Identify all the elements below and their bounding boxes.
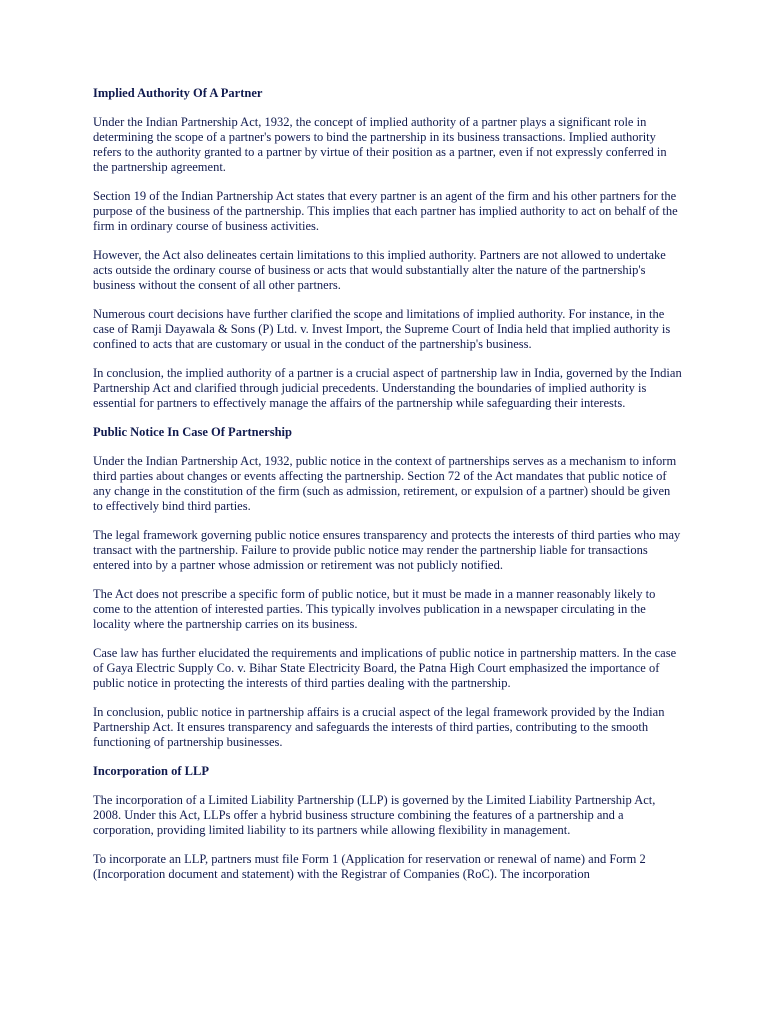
paragraph: To incorporate an LLP, partners must file Form 1 (Application for reservation or renewal of name) and Form 2 (Incorporation document and statement) with the Registrar of Companies (RoC). The incorporation [93, 852, 646, 881]
section-heading-incorporation-llp: Incorporation of LLP [93, 764, 209, 778]
paragraph: In conclusion, public notice in partnership affairs is a crucial aspect of the legal framework provided by the Indian Partnership Act. It ensures transparency and safeguards the interests of third parties, contributing to the smooth functioning of partnership businesses. [93, 705, 665, 749]
section-heading-public-notice: Public Notice In Case Of Partnership [93, 425, 292, 439]
paragraph: However, the Act also delineates certain limitations to this implied authority. Partners are not allowed to undertake acts outside the ordinary course of business or acts that would substantially alter the nature of the partnership's business without the consent of all other partners. [93, 248, 666, 292]
section-heading-implied-authority: Implied Authority Of A Partner [93, 86, 263, 100]
paragraph: In conclusion, the implied authority of a partner is a crucial aspect of partnership law in India, governed by the Indian Partnership Act and clarified through judicial precedents. Understanding the boundaries of implied authority is essential for partners to effectively manage the affairs of the partnership while safeguarding their interests. [93, 366, 682, 410]
paragraph: The Act does not prescribe a specific form of public notice, but it must be made in a manner reasonably likely to come to the attention of interested parties. This typically involves publication in a newspaper circulating in the locality where the partnership carries on its business. [93, 587, 656, 631]
paragraph: The incorporation of a Limited Liability Partnership (LLP) is governed by the Limited Liability Partnership Act, 2008. Under this Act, LLPs offer a hybrid business structure combining the features of a partnership and a corporation, providing limited liability to its partners while allowing flexibility in management. [93, 793, 656, 837]
paragraph: Case law has further elucidated the requirements and implications of public notice in partnership matters. In the case of Gaya Electric Supply Co. v. Bihar State Electricity Board, the Patna High Court emphasized the importance of public notice in protecting the interests of third parties dealing with the partnership. [93, 646, 677, 690]
paragraph: Under the Indian Partnership Act, 1932, public notice in the context of partnerships serves as a mechanism to inform third parties about changes or events affecting the partnership. Section 72 of the Act mandates that public notice of any change in the constitution of the firm (such as admission, retirement, or expulsion of a partner) should be given to effectively bind third parties. [93, 454, 677, 513]
paragraph: Numerous court decisions have further clarified the scope and limitations of implied authority. For instance, in the case of Ramji Dayawala & Sons (P) Ltd. v. Invest Import, the Supreme Court of India held that implied authority is confined to acts that are customary or usual in the conduct of the partnership's business. [93, 307, 671, 351]
paragraph: The legal framework governing public notice ensures transparency and protects the interests of third parties who may transact with the partnership. Failure to provide public notice may render the partnership liable for transactions entered into by a partner whose admission or retirement was not publicly notified. [93, 528, 681, 572]
document-body [93, 86, 683, 896]
paragraph: Under the Indian Partnership Act, 1932, the concept of implied authority of a partner plays a significant role in determining the scope of a partner's powers to bind the partnership in its business transactions. Implied authority refers to the authority granted to a partner by virtue of their position as a partner, even if not expressly conferred in the partnership agreement. [93, 115, 667, 174]
paragraph: Section 19 of the Indian Partnership Act states that every partner is an agent of the firm and his other partners for the purpose of the business of the partnership. This implies that each partner has implied authority to act on behalf of the firm in ordinary course of business activities. [93, 189, 678, 233]
